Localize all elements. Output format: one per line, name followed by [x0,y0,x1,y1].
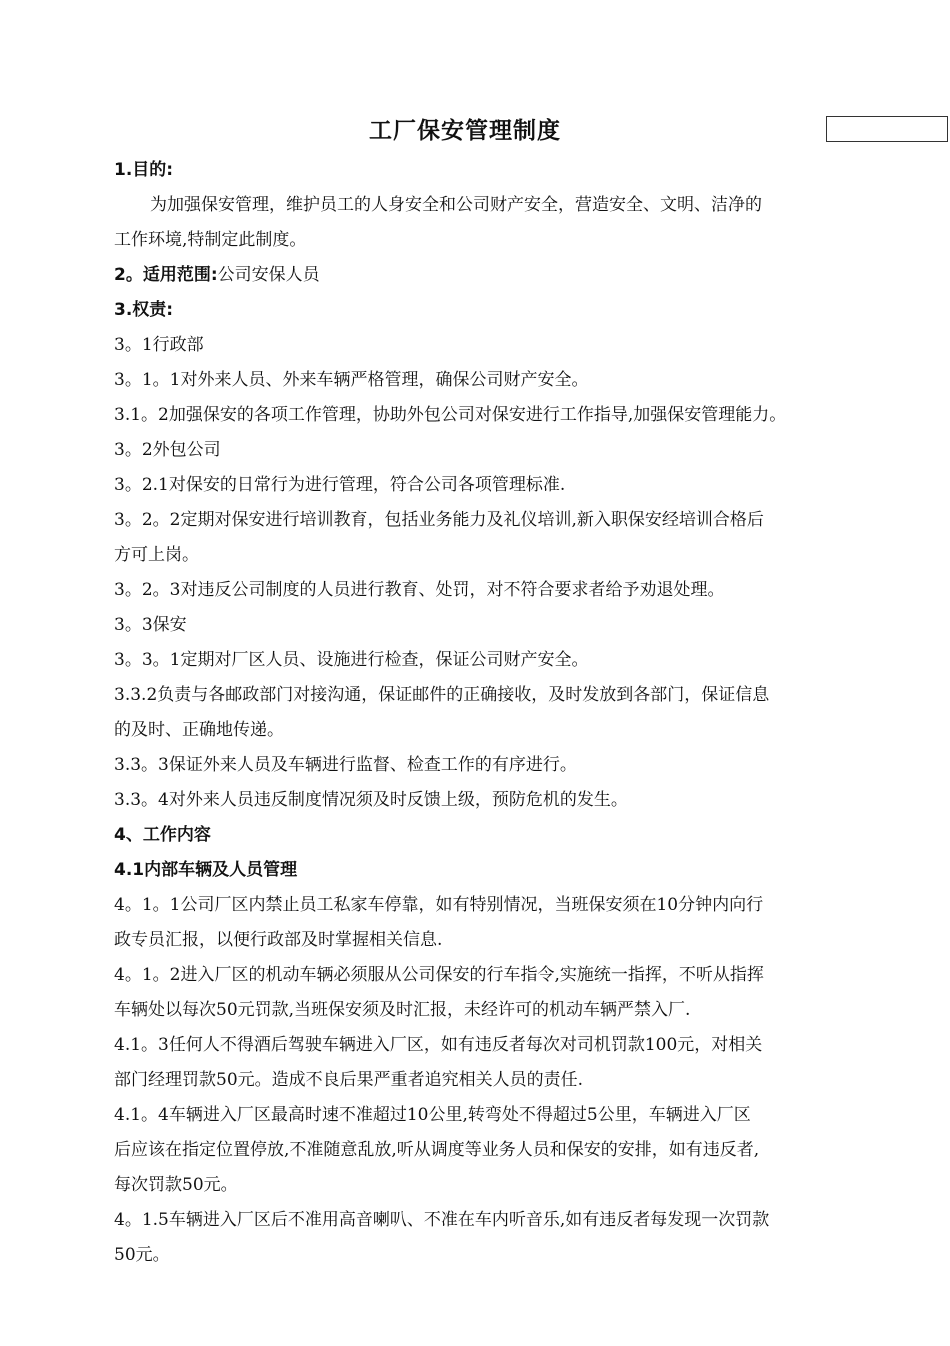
text-line: 3。2。3对违反公司制度的人员进行教育、处罚，对不符合要求者给予劝退处理。 [114,580,725,600]
text-line: 3.3。3保证外来人员及车辆进行监督、检查工作的有序进行。 [114,755,577,775]
text-line: 3.3。4对外来人员违反制度情况须及时反馈上级，预防危机的发生。 [114,790,628,810]
text-line: 3。2.1对保安的日常行为进行管理，符合公司各项管理标准. [114,475,566,495]
text-line: 4。1。1公司厂区内禁止员工私家车停靠，如有特别情况，当班保安须在10分钟内向行 [114,895,764,915]
text-line: 4.1。4车辆进入厂区最高时速不准超过10公里,转弯处不得超过5公里，车辆进入厂区 [114,1105,751,1125]
section-heading: 4.1内部车辆及人员管理 [114,860,298,880]
text-line: 4.1。3任何人不得酒后驾驶车辆进入厂区，如有违反者每次对司机罚款100元，对相关 [114,1035,763,1055]
text-line [114,258,874,293]
section-heading: 1.目的: [114,160,174,180]
text-line: 3。3保安 [114,615,187,635]
text-line: 3.1。2加强保安的各项工作管理，协助外包公司对保安进行工作指导,加强保安管理能力。 [114,405,787,425]
section-heading: 4、工作内容 [114,825,211,845]
text-line: 后应该在指定位置停放,不准随意乱放,听从调度等业务人员和保安的安排，如有违反者, [114,1140,760,1160]
text-line: 4。1。2进入厂区的机动车辆必须服从公司保安的行车指令,实施统一指挥，不听从指挥 [114,965,764,985]
document-title: 工厂保安管理制度 [369,118,561,144]
section-text: 公司安保人员 [217,265,320,285]
section-heading: 3.权责: [114,300,174,320]
text-line: 3。3。1定期对厂区人员、设施进行检查，保证公司财产安全。 [114,650,589,670]
text-line: 方可上岗。 [114,545,199,565]
text-line: 3.3.2负责与各邮政部门对接沟通，保证邮件的正确接收，及时发放到各部门，保证信息 [114,685,770,705]
text-line: 为加强保安管理，维护员工的人身安全和公司财产安全，营造安全、文明、洁净的 [150,195,762,215]
text-line: 3。1行政部 [114,335,204,355]
document-body [114,153,874,1273]
text-line: 政专员汇报，以便行政部及时掌握相关信息. [114,930,443,950]
text-line: 4。1.5车辆进入厂区后不准用高音喇叭、不准在车内听音乐,如有违反者每发现一次罚款 [114,1210,770,1230]
text-line: 的及时、正确地传递。 [114,720,284,740]
text-line: 工作环境,特制定此制度。 [114,230,307,250]
text-line: 3。2。2定期对保安进行培训教育，包括业务能力及礼仪培训,新入职保安经培训合格后 [114,510,764,530]
text-line: 3。1。1对外来人员、外来车辆严格管理，确保公司财产安全。 [114,370,589,390]
text-line: 3。2外包公司 [114,440,221,460]
text-line: 部门经理罚款50元。造成不良后果严重者追究相关人员的责任. [114,1070,584,1090]
text-line: 车辆处以每次50元罚款,当班保安须及时汇报，未经许可的机动车辆严禁入厂. [114,1000,691,1020]
text-line: 每次罚款50元。 [114,1175,238,1195]
section-heading: 2。适用范围: [114,265,218,285]
text-line: 50元。 [114,1245,170,1265]
